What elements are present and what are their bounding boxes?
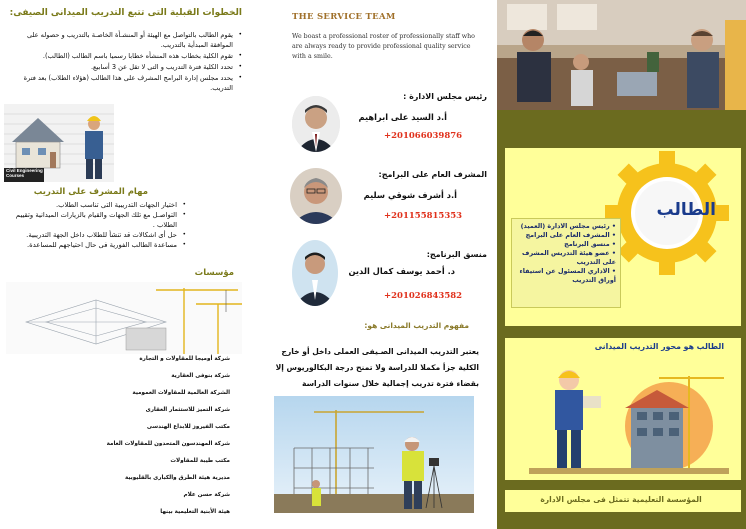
house-engineer-image xyxy=(4,104,114,182)
list-item: • تقوم الكلية بخطاب هذه المنشأه خطابا رسميا باسم الطالب (الطالب). xyxy=(42,52,242,60)
member-name: أ.د أشرف شوقي سليم xyxy=(363,190,457,200)
concept-title: مفهوم التدريب الميدانى هو: xyxy=(364,321,469,330)
list-item: الشركة العالمية للمقاولات العمومية xyxy=(132,390,230,396)
member-name: د. أحمد يوسف كمال الدين xyxy=(348,266,455,276)
image-caption: Civil Engineering Courses xyxy=(6,168,43,178)
list-item: شركة حسن علام xyxy=(183,492,230,498)
right-panel xyxy=(497,0,746,529)
supervisor-tasks-heading: مهام المشرف على التدريب xyxy=(33,187,148,197)
team-title: THE SERVICE TEAM xyxy=(292,12,396,22)
list-item: • مساعدة الطالب الفورية فى حال احتياجهم للمساعدة. xyxy=(27,241,186,249)
member-phone: +201026843582 xyxy=(384,291,463,301)
student-caption: الطالب هو محور التدريب الميدانى xyxy=(594,342,724,351)
middle-panel xyxy=(248,0,497,529)
steps-list xyxy=(10,30,242,94)
concept-text: يعتبر التدريب الميدانى الصـيفى العملى داخل أو خارج الكلية جزأ مكملا للدراسة ولا تمنح درجة البكالوريوس إلا بقضاء فترة تدريب إجمالية خلال سنوات الدراسة xyxy=(275,347,479,388)
list-item: شركة التميز للاستثمار العقارى xyxy=(145,407,230,413)
list-item: • رئيس مجلس الادارة (العميد) xyxy=(520,222,616,230)
member-role: منسق البرنامج: xyxy=(426,250,487,259)
list-item: • الاداري المسئول عن استيفاء أوراق التدريب xyxy=(519,267,616,284)
avatar xyxy=(292,96,340,152)
list-item: • تحدد الكلية فترة التدريب و التى لا تقل عن 3 أسابيع. xyxy=(90,63,242,71)
list-item: • يقوم الطالب بالتواصل مع الهيئة أو المنشـأة الخاصـة بالتدريب و حصوله على الموافقة المبدأية بالتدريب. xyxy=(26,31,242,49)
list-item: مديرية هيئة الطرق والكبارى بالقليوبية xyxy=(125,475,230,481)
list-item: • اختيار الجهات التدريبية التى تناسب الطلاب. xyxy=(55,201,186,209)
team-description: We boast a professional roster of professionally staff who are always ready to provide professional quality service with a smile. xyxy=(292,33,475,60)
student-construction-image xyxy=(519,356,729,478)
list-item: مكتب الفيروز للابداع الهندسى xyxy=(146,424,230,430)
footer-text: المؤسسة التعليمية تتمثل فى مجلس الادارة xyxy=(540,495,702,504)
member-role: المشرف العام على البرامج: xyxy=(378,170,487,179)
tasks-list xyxy=(6,200,186,250)
list-item: شركة بنوفى العقارية xyxy=(171,373,230,379)
list-item: • عضو هيئة التدريس المشرف على التدريب xyxy=(522,249,616,266)
list-item: • المشرف العام على البرامج xyxy=(525,231,616,239)
list-item: شركة أوميجا للمقاولات و التجارة xyxy=(139,356,230,362)
companies-list xyxy=(30,356,230,526)
list-item: • منسق البرنامج xyxy=(564,240,616,248)
list-item: • التواصـل مع تلك الجهات والقيام بالزيارات الميدانية وتقييم الطلاب . xyxy=(15,211,186,229)
cranes-image xyxy=(6,282,242,354)
roles-box xyxy=(511,218,621,308)
member-role: رئيس مجلس الادارة : xyxy=(403,92,487,101)
list-item: شركة المهندسون المتحدون للمقاولات العامة xyxy=(106,441,230,447)
member-phone: +201155815353 xyxy=(384,211,463,221)
institutions-heading: مؤسسات xyxy=(194,268,234,278)
member-phone: +201066039876 xyxy=(384,131,463,141)
list-item: هيئة الأبنية التعليمية بينها xyxy=(160,509,230,515)
construction-site-image xyxy=(274,396,474,513)
team-meeting-photo xyxy=(497,0,746,110)
steps-heading: الخطوات القبلية التى تتبع التدريب الميدانى الصيفى: xyxy=(9,8,242,18)
member-name: أ.د السيد على ابراهيم xyxy=(358,112,447,122)
list-item: • يحدد مجلس إدارة البرامج المشرف على هذا الطالب (هؤلاء الطلاب) بعد فترة التدريب. xyxy=(23,74,242,92)
list-item: مكتب طيبة للمقاولات xyxy=(170,458,230,464)
list-item: • حل أى اشكالات قد تنشأ للطلاب داخل الجهة التدريبية. xyxy=(26,231,186,239)
left-panel xyxy=(0,0,248,529)
gear-title: الطالب xyxy=(656,200,716,220)
